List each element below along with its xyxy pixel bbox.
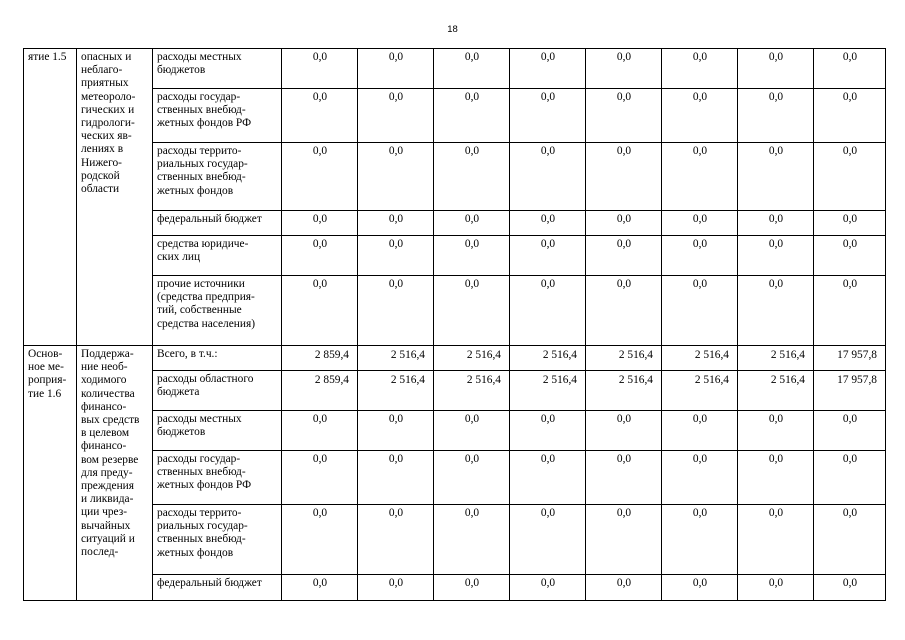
value-cell: 0,0: [738, 276, 814, 346]
funding-source-line: (средства предприя-: [157, 291, 255, 304]
value-cell: 0,0: [662, 451, 738, 505]
value-cell: 2 516,4: [358, 371, 434, 411]
value-cell: 0,0: [814, 276, 886, 346]
value-cell: 0,0: [738, 505, 814, 575]
activity-name-line: тие 1.6: [28, 387, 62, 400]
activity-description-line: гических и: [81, 103, 135, 116]
activity-description-line: вых средств: [81, 414, 140, 427]
value-cell: 0,0: [814, 411, 886, 451]
funding-source-line: жетных фондов РФ: [157, 479, 252, 492]
activity-description-line: количества: [81, 387, 135, 400]
activity-description-line: опасных и: [81, 51, 132, 63]
value-cell: 0,0: [662, 505, 738, 575]
value-cell: 0,0: [738, 411, 814, 451]
value-cell: 0,0: [434, 276, 510, 346]
value-cell: 0,0: [510, 276, 586, 346]
value-cell: 0,0: [814, 505, 886, 575]
value-cell: 0,0: [358, 575, 434, 601]
value-cell: 0,0: [510, 49, 586, 89]
funding-source-line: федеральный бюджет: [157, 213, 262, 225]
funding-source-line: федеральный бюджет: [157, 577, 262, 589]
activity-description-line: преждения: [81, 480, 134, 493]
value-cell: 0,0: [738, 89, 814, 143]
value-cell: 2 516,4: [662, 371, 738, 411]
funding-source-line: жетных фондов: [157, 184, 234, 197]
value-cell: 17 957,8: [814, 371, 886, 411]
value-cell: 0,0: [738, 236, 814, 276]
activity-name-line: роприя-: [28, 374, 67, 387]
value-cell: 0,0: [282, 276, 358, 346]
table-body: [24, 49, 886, 601]
funding-source-cell: [153, 575, 282, 601]
value-cell: 0,0: [434, 49, 510, 89]
activity-description-line: лениях в: [81, 143, 124, 156]
funding-source-line: средства юридиче-: [157, 238, 249, 250]
value-cell: 0,0: [358, 505, 434, 575]
value-cell: 0,0: [510, 236, 586, 276]
activity-description-line: вом резерве: [81, 453, 139, 466]
funding-source-cell: [153, 89, 282, 143]
value-cell: 0,0: [282, 505, 358, 575]
value-cell: 0,0: [738, 575, 814, 601]
funding-source-line: риальных государ-: [157, 520, 248, 533]
page-number: 18: [447, 24, 458, 35]
activity-description-line: в целевом: [81, 427, 130, 440]
funding-source-line: ственных внебюд-: [157, 171, 246, 184]
value-cell: 0,0: [586, 211, 662, 236]
value-cell: 0,0: [434, 575, 510, 601]
table-row: [24, 371, 886, 411]
value-cell: 0,0: [358, 49, 434, 89]
value-cell: 0,0: [814, 143, 886, 211]
value-cell: 0,0: [434, 505, 510, 575]
value-cell: 0,0: [586, 451, 662, 505]
value-cell: 2 516,4: [358, 346, 434, 371]
value-cell: 0,0: [586, 505, 662, 575]
funding-source-line: ственных внебюд-: [157, 466, 246, 479]
activity-name-line: ное ме-: [28, 361, 64, 374]
value-cell: 0,0: [510, 143, 586, 211]
value-cell: 2 516,4: [586, 371, 662, 411]
value-cell: 0,0: [434, 451, 510, 505]
activity-description-line: ции чрез-: [81, 506, 128, 519]
value-cell: 0,0: [662, 143, 738, 211]
value-cell: 0,0: [434, 143, 510, 211]
activity-description-line: неблаго-: [81, 64, 123, 77]
funding-source-line: ских лиц: [157, 251, 201, 264]
funding-source-line: бюджетов: [157, 64, 206, 77]
funding-source-line: бюджета: [157, 386, 200, 399]
value-cell: 0,0: [434, 236, 510, 276]
activity-name-cell: [24, 346, 77, 601]
funding-source-line: прочие источники: [157, 278, 245, 290]
funding-source-cell: [153, 371, 282, 411]
value-cell: 0,0: [662, 49, 738, 89]
value-cell: 0,0: [510, 89, 586, 143]
funding-source-line: риальных государ-: [157, 158, 248, 171]
table-row: [24, 49, 886, 89]
activity-description-line: ситуаций и: [81, 532, 135, 545]
funding-source-line: расходы государ-: [157, 453, 241, 465]
value-cell: 0,0: [282, 89, 358, 143]
value-cell: 0,0: [358, 211, 434, 236]
value-cell: 0,0: [586, 143, 662, 211]
funding-source-line: бюджетов: [157, 426, 206, 439]
table-row: [24, 346, 886, 371]
funding-source-line: расходы областного: [157, 373, 254, 385]
value-cell: 0,0: [662, 211, 738, 236]
funding-source-cell: [153, 211, 282, 236]
funding-source-cell: [153, 276, 282, 346]
activity-description-line: метеороло-: [81, 90, 136, 103]
value-cell: 0,0: [282, 411, 358, 451]
activity-description-line: послед-: [81, 546, 119, 559]
funding-source-line: средства населения): [157, 317, 255, 330]
funding-source-cell: [153, 49, 282, 89]
value-cell: 0,0: [662, 575, 738, 601]
value-cell: 0,0: [358, 236, 434, 276]
value-cell: 2 516,4: [738, 371, 814, 411]
table-row: [24, 211, 886, 236]
activity-name-cell: [24, 49, 77, 346]
value-cell: 0,0: [282, 451, 358, 505]
value-cell: 0,0: [282, 575, 358, 601]
table-row: [24, 143, 886, 211]
value-cell: 0,0: [738, 451, 814, 505]
activity-description-line: для преду-: [81, 466, 133, 479]
funding-source-line: Всего, в т.ч.:: [157, 348, 218, 360]
funding-source-line: ственных внебюд-: [157, 533, 246, 546]
value-cell: 0,0: [738, 143, 814, 211]
value-cell: 0,0: [510, 505, 586, 575]
value-cell: 0,0: [738, 49, 814, 89]
table-row: [24, 89, 886, 143]
value-cell: 0,0: [814, 575, 886, 601]
funding-source-line: тий, собственные: [157, 304, 242, 317]
value-cell: 0,0: [510, 575, 586, 601]
activity-description-cell: [77, 49, 153, 346]
activity-description-line: области: [81, 183, 120, 196]
value-cell: 2 516,4: [434, 371, 510, 411]
funding-source-line: расходы местных: [157, 51, 242, 63]
funding-source-cell: [153, 346, 282, 371]
funding-source-line: ственных внебюд-: [157, 104, 246, 117]
activity-description-line: ходимого: [81, 374, 127, 387]
value-cell: 0,0: [662, 236, 738, 276]
value-cell: 0,0: [282, 49, 358, 89]
value-cell: 0,0: [814, 89, 886, 143]
value-cell: 0,0: [586, 89, 662, 143]
value-cell: 0,0: [586, 276, 662, 346]
value-cell: 0,0: [358, 143, 434, 211]
activity-name-line: ятие 1.5: [28, 51, 67, 63]
value-cell: 0,0: [510, 451, 586, 505]
value-cell: 0,0: [358, 411, 434, 451]
value-cell: 0,0: [282, 143, 358, 211]
funding-source-line: расходы местных: [157, 413, 242, 425]
value-cell: 0,0: [662, 411, 738, 451]
financing-table: [23, 48, 886, 601]
value-cell: 0,0: [814, 236, 886, 276]
value-cell: 0,0: [358, 451, 434, 505]
funding-source-line: расходы государ-: [157, 91, 241, 103]
value-cell: 0,0: [586, 49, 662, 89]
value-cell: 0,0: [434, 211, 510, 236]
value-cell: 2 859,4: [282, 346, 358, 371]
value-cell: 0,0: [586, 236, 662, 276]
funding-source-line: жетных фондов: [157, 546, 234, 559]
funding-source-line: расходы террито-: [157, 145, 242, 157]
funding-source-cell: [153, 451, 282, 505]
value-cell: 0,0: [358, 89, 434, 143]
value-cell: 0,0: [738, 211, 814, 236]
table-row: [24, 575, 886, 601]
activity-description-line: и ликвида-: [81, 493, 134, 506]
funding-source-line: расходы террито-: [157, 507, 242, 519]
table-row: [24, 451, 886, 505]
value-cell: 0,0: [586, 411, 662, 451]
value-cell: 0,0: [662, 276, 738, 346]
value-cell: 2 516,4: [510, 346, 586, 371]
funding-source-cell: [153, 143, 282, 211]
value-cell: 2 516,4: [662, 346, 738, 371]
activity-description-line: ческих яв-: [81, 130, 132, 143]
value-cell: 0,0: [510, 411, 586, 451]
activity-description-line: гидрологи-: [81, 117, 135, 130]
activity-description-line: приятных: [81, 77, 129, 90]
funding-source-cell: [153, 411, 282, 451]
value-cell: 17 957,8: [814, 346, 886, 371]
value-cell: 2 516,4: [510, 371, 586, 411]
value-cell: 0,0: [358, 276, 434, 346]
value-cell: 0,0: [662, 89, 738, 143]
value-cell: 2 516,4: [434, 346, 510, 371]
activity-description-line: ние необ-: [81, 361, 128, 374]
value-cell: 0,0: [282, 211, 358, 236]
value-cell: 0,0: [814, 451, 886, 505]
funding-source-line: жетных фондов РФ: [157, 117, 252, 130]
value-cell: 0,0: [814, 49, 886, 89]
value-cell: 2 516,4: [586, 346, 662, 371]
activity-description-cell: [77, 346, 153, 601]
activity-description-line: Нижего-: [81, 156, 122, 169]
activity-description-line: вычайных: [81, 519, 131, 532]
activity-description-line: Поддержа-: [81, 348, 134, 360]
activity-description-line: родской: [81, 169, 120, 182]
table-row: [24, 505, 886, 575]
table-row: [24, 411, 886, 451]
activity-description-line: финансо-: [81, 440, 127, 453]
value-cell: 0,0: [434, 89, 510, 143]
table-row: [24, 276, 886, 346]
funding-source-cell: [153, 236, 282, 276]
value-cell: 0,0: [814, 211, 886, 236]
value-cell: 2 516,4: [738, 346, 814, 371]
table-row: [24, 236, 886, 276]
value-cell: 2 859,4: [282, 371, 358, 411]
value-cell: 0,0: [510, 211, 586, 236]
value-cell: 0,0: [282, 236, 358, 276]
value-cell: 0,0: [586, 575, 662, 601]
activity-name-line: Основ-: [28, 348, 63, 360]
value-cell: 0,0: [434, 411, 510, 451]
funding-source-cell: [153, 505, 282, 575]
activity-description-line: финансо-: [81, 400, 127, 413]
